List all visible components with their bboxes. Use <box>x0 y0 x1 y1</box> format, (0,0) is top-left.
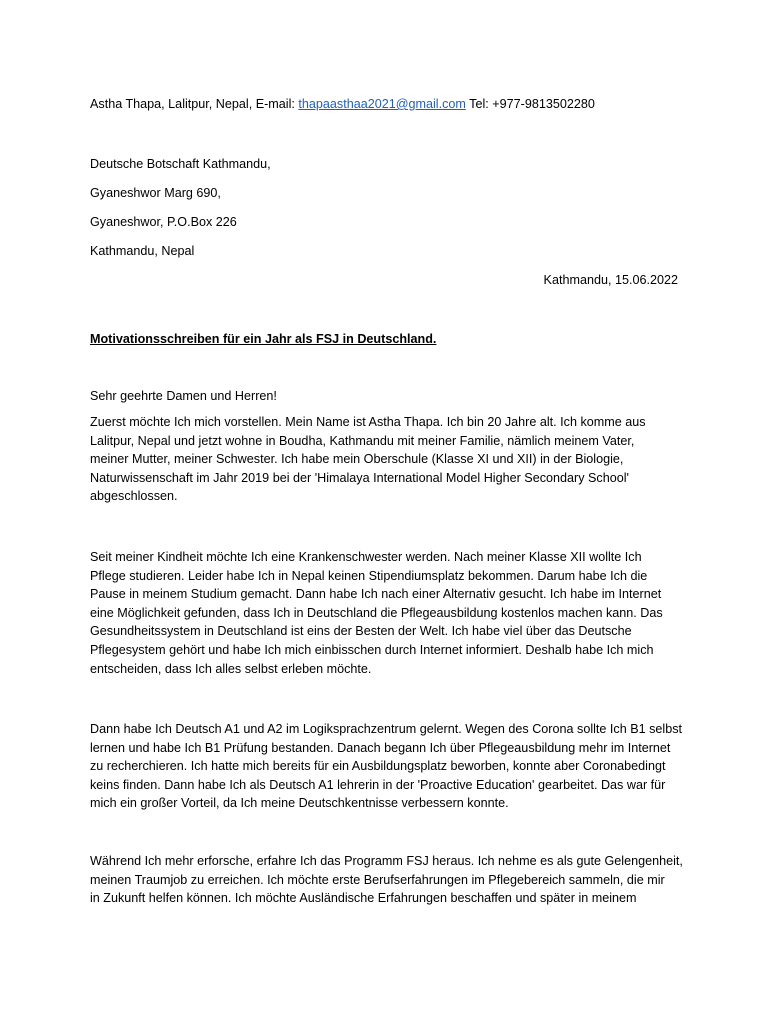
recipient-street: Gyaneshwor Marg 690, <box>90 186 221 200</box>
sender-phone: Tel: +977-9813502280 <box>465 97 595 111</box>
paragraph-line: Pflege studieren. Leider habe Ich in Nepal keinen Stipendiumsplatz bekommen. Darum habe Ich die <box>90 568 648 583</box>
recipient-city: Kathmandu, Nepal <box>90 244 195 258</box>
paragraph-line: Gesundheitssystem in Deutschland ist eins der Besten der Welt. Ich habe viel über das Deutsche <box>90 624 632 639</box>
paragraph-line: in Zukunft helfen können. Ich möchte Ausländische Erfahrungen beschaffen und später in meinem <box>90 891 637 906</box>
paragraph-line: abgeschlossen. <box>90 489 178 504</box>
paragraph-line: Zuerst möchte Ich mich vorstellen. Mein Name ist Astha Thapa. Ich bin 20 Jahre alt. Ich komme aus <box>90 415 646 429</box>
letter-date: Kathmandu, 15.06.2022 <box>543 273 678 287</box>
paragraph-motivation <box>90 548 690 678</box>
paragraph-line: lernen und habe Ich B1 Prüfung bestanden. Danach begann Ich über Pflegeausbildung mehr im Internet <box>90 740 671 755</box>
paragraph-line: Pause in meinem Studium gemacht. Dann habe Ich nach einer Alternativ gesucht. Ich habe im Internet <box>90 587 662 602</box>
sender-info: Astha Thapa, Lalitpur, Nepal, E-mail: <box>90 97 299 111</box>
paragraph-line: mich ein großer Vorteil, da Ich meine Deutschkentnisse verbessern konnte. <box>90 796 509 811</box>
paragraph-line: Während Ich mehr erforsche, erfahre Ich das Programm FSJ heraus. Ich nehme es als gute Gelengenheit, <box>90 854 683 868</box>
sender-header <box>90 96 595 112</box>
paragraph-line: meiner Mutter, meiner Schwester. Ich habe mein Oberschule (Klasse XI und XII) in der Biologie, <box>90 452 624 467</box>
paragraph-line: Seit meiner Kindheit möchte Ich eine Krankenschwester werden. Nach meiner Klasse XII wollte Ich <box>90 550 642 564</box>
email-link[interactable]: thapaasthaa2021@gmail.com <box>298 97 466 111</box>
paragraph-line: keins finden. Dann habe Ich als Deutsch A1 lehrerin in der 'Proactive Education' gearbeitet. Das war für <box>90 777 666 792</box>
paragraph-line: zu recherchieren. Ich hatte mich bereits für ein Ausbildungsplatz beworben, konnte aber Coronabedingt <box>90 759 666 774</box>
recipient-pobox: Gyaneshwor, P.O.Box 226 <box>90 215 237 229</box>
paragraph-line: Pflegesystem gehört und habe Ich mich einbisschen durch Internet informiert. Deshalb habe Ich mich <box>90 642 654 657</box>
paragraph-introduction <box>90 413 690 506</box>
recipient-name: Deutsche Botschaft Kathmandu, <box>90 157 271 171</box>
paragraph-line: Dann habe Ich Deutsch A1 und A2 im Logiksprachzentrum gelernt. Wegen des Corona sollte Ich B1 selbst <box>90 722 683 736</box>
paragraph-line: meinen Traumjob zu erreichen. Ich möchte erste Berufserfahrungen im Pflegebereich sammeln, die mir <box>90 872 665 887</box>
paragraph-line: eine Möglichkeit gefunden, dass Ich in Deutschland die Pflegeausbildung kostenlos machen kann. Das <box>90 605 663 620</box>
letter-subject: Motivationsschreiben für ein Jahr als FSJ in Deutschland. <box>90 332 437 346</box>
paragraph-fsj <box>90 852 690 908</box>
paragraph-line: Lalitpur, Nepal und jetzt wohne in Boudha, Kathmandu mit meiner Familie, nämlich meinem Vater, <box>90 433 635 448</box>
paragraph-line: Naturwissenschaft im Jahr 2019 bei der 'Himalaya International Model Higher Secondary School' <box>90 470 629 485</box>
paragraph-line: entscheiden, dass Ich alles selbst erleben möchte. <box>90 661 372 676</box>
salutation: Sehr geehrte Damen und Herren! <box>90 389 277 403</box>
paragraph-language <box>90 720 690 813</box>
